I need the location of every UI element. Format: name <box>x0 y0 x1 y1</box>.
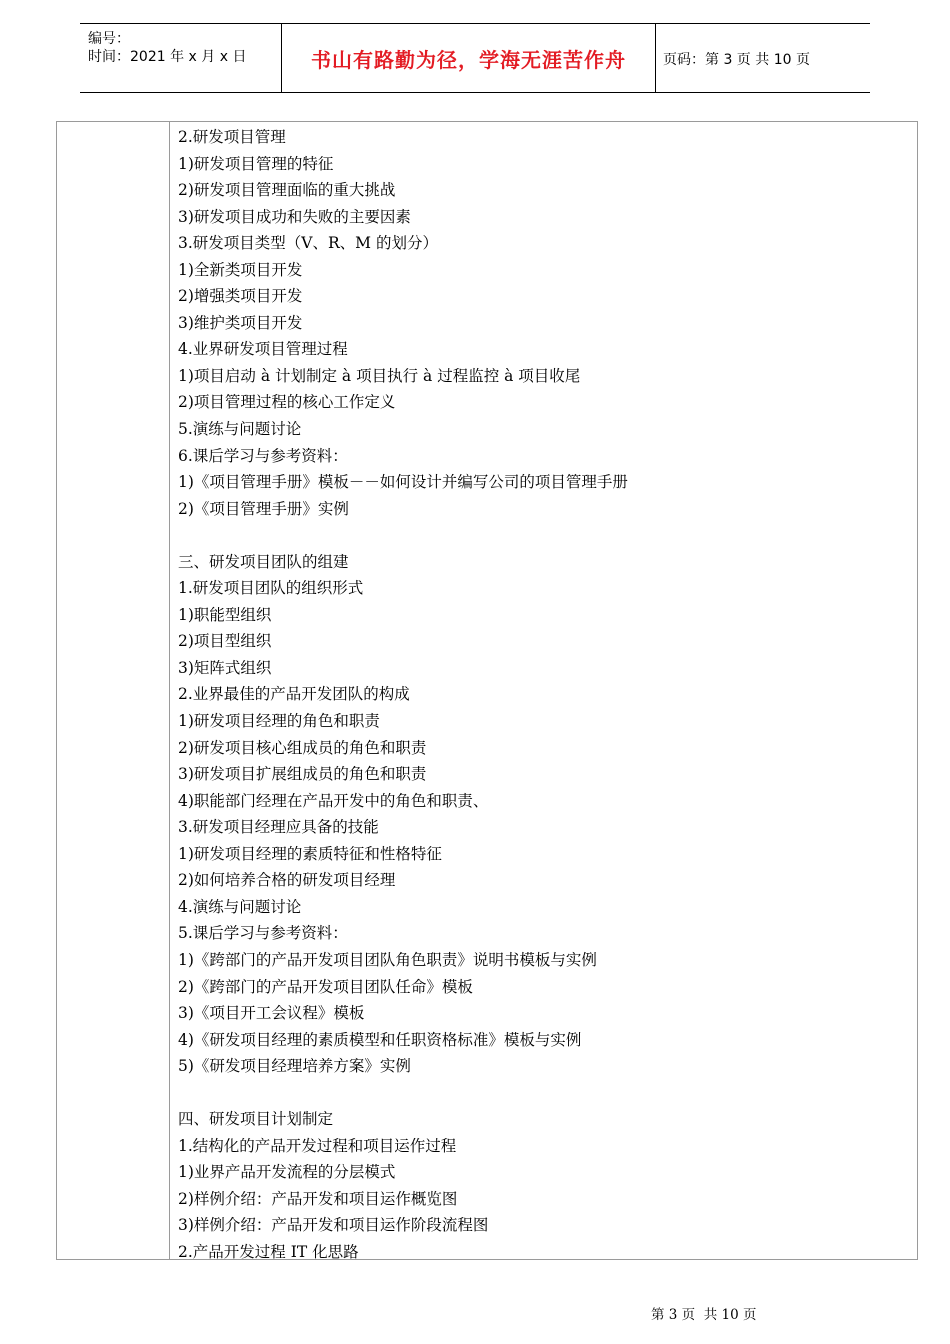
outline-line: 2.研发项目管理 <box>178 128 286 146</box>
outline-list <box>178 124 909 1266</box>
outline-line: 1)全新类项目开发 <box>178 260 303 279</box>
outline-line: 1.结构化的产品开发过程和项目运作过程 <box>178 1136 457 1155</box>
header-motto: 书山有路勤为径，学海无涯苦作舟 <box>311 48 626 72</box>
outline-line: 3.研发项目类型（V、R、M 的划分） <box>178 234 438 253</box>
page-footer: 第 3 页 共 10 页 <box>651 1307 757 1323</box>
outline-line: 4.业界研发项目管理过程 <box>178 340 348 359</box>
outline-line: 5)《研发项目经理培养方案》实例 <box>178 1057 411 1076</box>
header-left-cell <box>80 24 281 92</box>
outline-line: 1)研发项目经理的素质特征和性格特征 <box>178 844 442 863</box>
header-page-info: 页码：第 3 页 共 10 页 <box>663 52 810 68</box>
outline-line: 3)矩阵式组织 <box>178 658 272 677</box>
outline-line: 3)样例介绍：产品开发和项目运作阶段流程图 <box>178 1216 489 1235</box>
outline-line: 2)《跨部门的产品开发项目团队任命》模板 <box>178 977 473 996</box>
outline-line: 2)项目管理过程的核心工作定义 <box>178 393 396 412</box>
outline-line: 1)项目启动 à 计划制定 à 项目执行 à 过程监控 à 项目收尾 <box>178 366 581 385</box>
outline-line: 2)样例介绍：产品开发和项目运作概览图 <box>178 1189 458 1208</box>
outline-line: 4)《研发项目经理的素质模型和任职资格标准》模板与实例 <box>178 1030 582 1049</box>
blank-line <box>178 1080 909 1107</box>
outline-line: 3)维护类项目开发 <box>178 313 303 332</box>
blank-line <box>178 522 909 549</box>
outline-line: 2)如何培养合格的研发项目经理 <box>178 871 396 890</box>
outline-line: 3)《项目开工会议程》模板 <box>178 1004 365 1023</box>
outline-line: 4)职能部门经理在产品开发中的角色和职责、 <box>178 791 489 810</box>
outline-line: 1)研发项目管理的特征 <box>178 154 334 173</box>
outline-line: 5.课后学习与参考资料： <box>178 924 348 943</box>
document-number-label: 编号： <box>88 31 130 47</box>
outline-line: 四、研发项目计划制定 <box>178 1110 334 1129</box>
outline-line: 1)职能型组织 <box>178 605 272 624</box>
outline-line: 3)研发项目扩展组成员的角色和职责 <box>178 765 427 784</box>
outline-line: 4.演练与问题讨论 <box>178 897 302 916</box>
outline-line: 2)项目型组织 <box>178 632 272 651</box>
content-table <box>56 121 918 1260</box>
outline-line: 2)研发项目管理面临的重大挑战 <box>178 181 396 200</box>
outline-line: 2)研发项目核心组成员的角色和职责 <box>178 738 427 757</box>
header-page-cell <box>655 24 870 92</box>
outline-line: 2.业界最佳的产品开发团队的构成 <box>178 685 410 704</box>
outline-line: 1.研发项目团队的组织形式 <box>178 579 364 598</box>
document-date-label: 时间：2021 年 x 月 x 日 <box>88 49 247 65</box>
outline-line: 1)研发项目经理的角色和职责 <box>178 712 380 731</box>
header-motto-cell <box>281 24 656 92</box>
outline-line: 2)《项目管理手册》实例 <box>178 499 349 518</box>
outline-line: 1)业界产品开发流程的分层模式 <box>178 1163 396 1182</box>
column-divider <box>169 122 170 1259</box>
outline-line: 3)研发项目成功和失败的主要因素 <box>178 207 411 226</box>
outline-line: 三、研发项目团队的组建 <box>178 552 349 571</box>
header-table <box>80 23 870 93</box>
outline-line: 5.演练与问题讨论 <box>178 420 302 439</box>
outline-line: 2)增强类项目开发 <box>178 287 303 306</box>
outline-line: 3.研发项目经理应具备的技能 <box>178 818 379 837</box>
outline-line: 2.产品开发过程 IT 化思路 <box>178 1242 359 1261</box>
outline-line: 1)《项目管理手册》模板－－如何设计并编写公司的项目管理手册 <box>178 473 628 492</box>
outline-line: 6.课后学习与参考资料： <box>178 446 348 465</box>
outline-line: 1)《跨部门的产品开发项目团队角色职责》说明书模板与实例 <box>178 950 597 969</box>
